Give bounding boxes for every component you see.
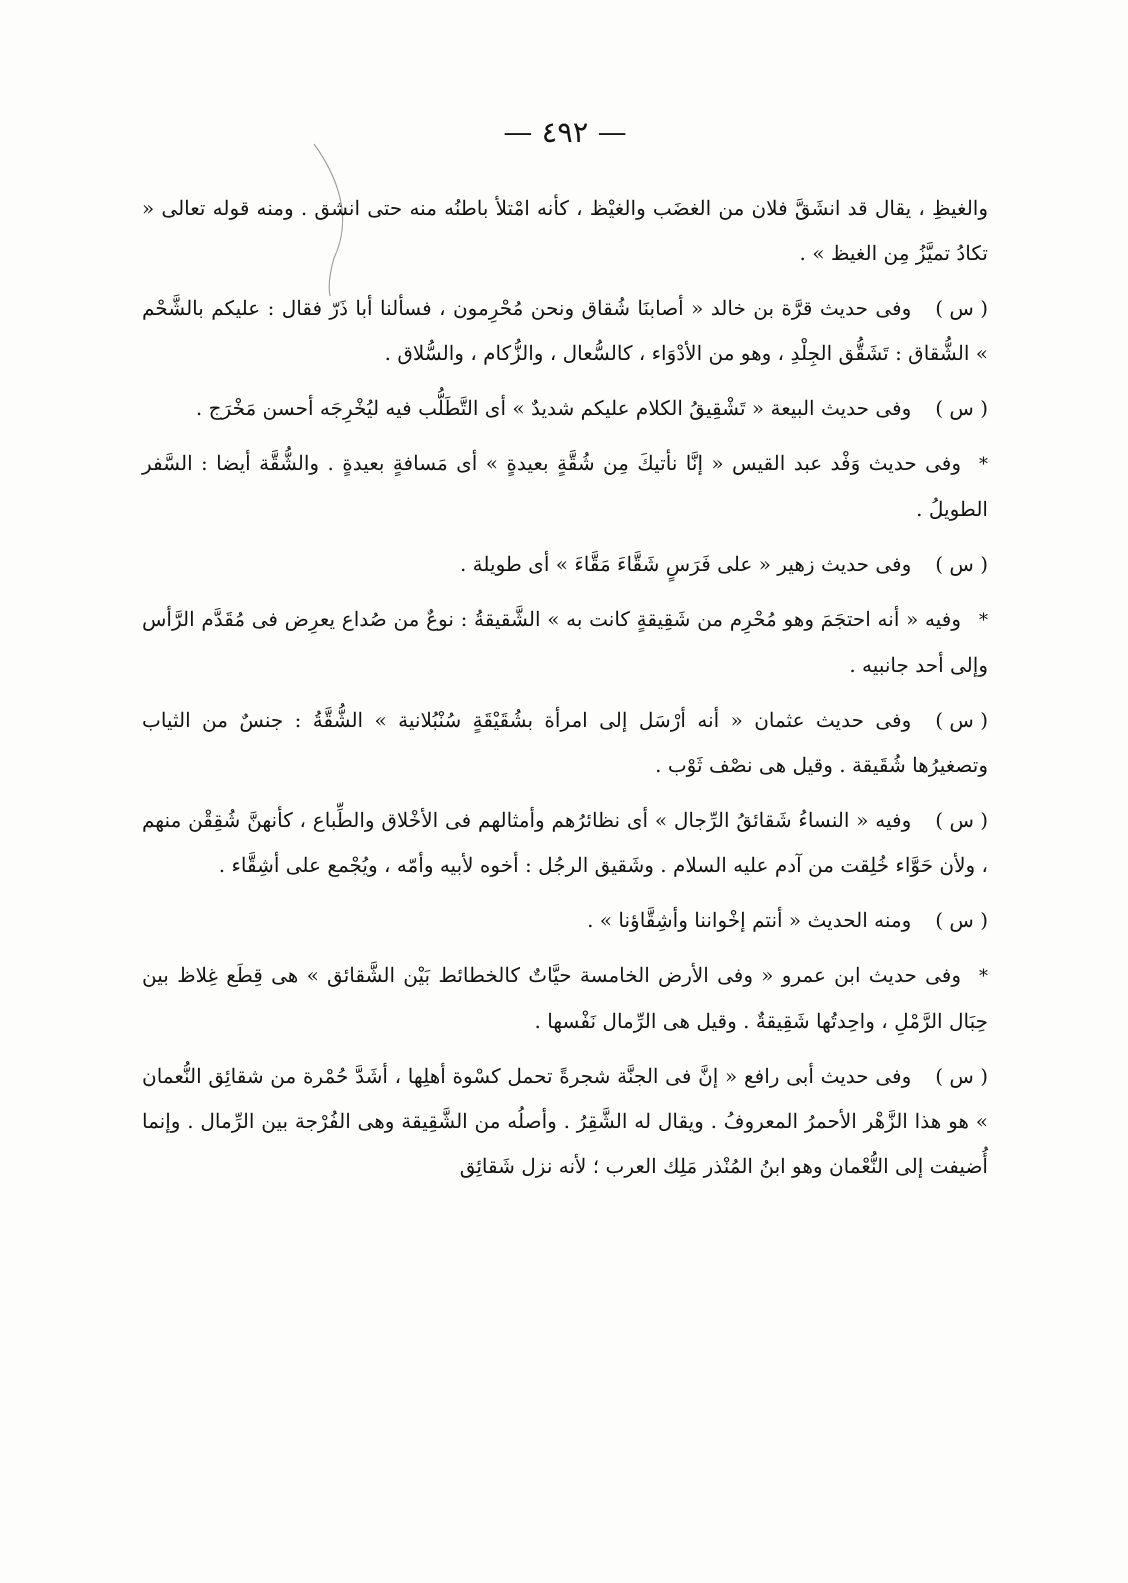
paragraph-text: وفى حديث عثمان « أنه أرْسَل إلى امرأة بشُقَيْقَةٍ سُنْبُلانية » الشُّقَّةُ : جنسٌ من الثياب وتصغيرُها شُقَيقة . وقيل هى نصْف ثَوْب . <box>142 708 988 777</box>
paragraph-text: وفيه « أنه احتجَمَ وهو مُحْرِم من شَقِيقةٍ كانت به » الشَّقيقةُ : نوعٌ من صُداع يعرِض فى مُقَدَّم الرَّأس وإلى أحد جانبيه . <box>142 607 988 677</box>
paragraph <box>142 441 988 532</box>
source-marker: ( س ) <box>935 296 988 320</box>
paragraph <box>142 286 988 376</box>
source-marker: ( س ) <box>935 908 988 932</box>
source-marker: ( س ) <box>935 396 988 420</box>
paragraph <box>142 953 988 1044</box>
paragraph <box>142 386 988 431</box>
star-marker: * <box>979 966 988 987</box>
paragraph <box>142 1054 988 1189</box>
paragraph-text: والغيظِ ، يقال قد انشَقَّ فلان من الغضَب والغيْظ ، كأنه امْتلأ باطنُه منه حتى انشق . ومنه قوله تعالى « تكادُ تميَّزُ مِن الغيظ » . <box>142 196 988 265</box>
paragraph-text: وفى حديث وَفْد عبد القيس « إنَّا نأتيكَ مِن شُقَّةٍ بعيدةٍ » أى مَسافةٍ بعيدةٍ . والشُّقَّة أيضا : السَّفر الطويلُ . <box>142 451 988 521</box>
star-marker: * <box>979 610 988 631</box>
paragraph-text: وفى حديث البيعة « تَشْقِيقُ الكلام عليكم شديدٌ » أى التَّطَلُّب فيه ليُخْرِجَه أحسن مَخْرَج . <box>195 396 912 420</box>
paragraph-text: ومنه الحديث « أنتم إخْواننا وأشِقَّاؤنا » . <box>587 908 912 932</box>
body-text <box>142 186 988 1189</box>
paragraph <box>142 798 988 888</box>
source-marker: ( س ) <box>935 808 989 832</box>
paragraph <box>142 698 988 788</box>
paragraph <box>142 542 988 587</box>
paragraph <box>142 186 988 276</box>
source-marker: ( س ) <box>935 552 988 576</box>
paragraph <box>142 597 988 688</box>
page-number: — ٤٩٢ — <box>503 115 627 149</box>
source-marker: ( س ) <box>935 1064 988 1088</box>
paragraph-text: وفى حديث أبى رافع « إنَّ فى الجنَّة شجرةً تحمل كسْوة أهلِها ، أشَدَّ حُمْرة من شقائِق النُّعمان » هو هذا الزَّهْر الأحمرُ المعروفُ . ويقال له الشَّقِرُ . وأصلُه من الشَّقِيقة وهى الفُرْجة بين الرِّمال . وإنما أُضيفت إلى النُّعْمان وهو ابنُ المُنْذر مَلِك العرب ؛ لأنه نزل شَقائِق <box>142 1064 989 1178</box>
paragraph-text: وفى حديث ابن عمرو « وفى الأرض الخامسة حيَّاتٌ كالخطائط بَيْن الشَّقائق » هى قِطَع غِلاظ بين حِبَال الرَّمْلِ ، واحِدتُها شَقِيقةٌ . وقيل هى الرِّمال نَفْسها . <box>142 963 988 1033</box>
source-marker: ( س ) <box>935 708 988 732</box>
paragraph <box>142 898 988 943</box>
paragraph-text: وفيه « النساءُ شَقائقُ الرِّجال » أى نظائرُهم وأمثالهم فى الأخْلاق والطِّباع ، كأنهنَّ شُقِقْن منهم ، ولأن حَوَّاء خُلِقت من آدم عليه السلام . وشَقيق الرجُل : أخوه لأبيه وأمّه ، ويُجْمع على أشِقَّاء . <box>142 808 988 877</box>
paragraph-text: وفى حديث زهير « على فَرَسٍ شَقَّاءَ مَقَّاءَ » أى طويلة . <box>459 552 912 576</box>
document-page <box>142 112 988 1199</box>
star-marker: * <box>979 454 988 475</box>
paragraph-text: وفى حديث قرَّة بن خالد « أصابنَا شُقاق ونحن مُحْرِمون ، فسألنا أبا ذَرّ فقال : عليكم بالشَّحْم » الشُّقاق : تَشَقُّق الجِلْدِ ، وهو من الأدْوَاء ، كالسُّعال ، والزُّكام ، والسُّلاق . <box>142 296 988 365</box>
